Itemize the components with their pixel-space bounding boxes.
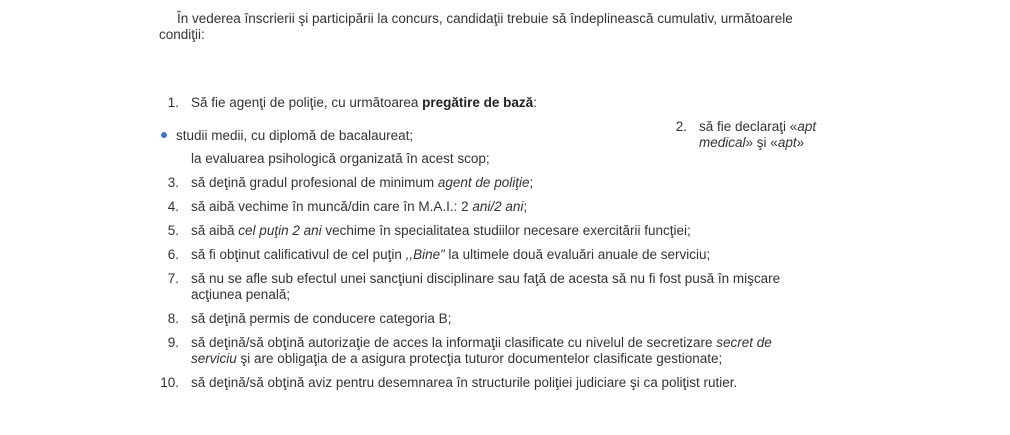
list-item-9: să deţină/să obţină autorizaţie de acces la informaţii clasificate cu nivelul de secretizare secret de serviciu şi are obligaţia de a asigura protecţia tuturor documentelor clasificate gestionate; — [191, 335, 772, 366]
item-number: 1. — [167, 95, 179, 110]
bullet-item: studii medii, cu diplomă de bacalaureat; — [176, 128, 414, 143]
item-number: 7. — [167, 271, 179, 286]
list-item-3: să deţină gradul profesional de minimum agent de poliţie; — [191, 175, 534, 190]
item-number: 10. — [160, 375, 179, 390]
bullet-icon — [161, 132, 167, 138]
item-number: 6. — [167, 247, 179, 262]
list-item-4: să aibă vechime în muncă/din care în M.A.I.: 2 ani/2 ani; — [191, 199, 528, 214]
list-item-6: să fi obţinut calificativul de cel puţin ,,Bine” la ultimele două evaluări anuale de serviciu; — [191, 247, 711, 262]
item-number: 2. — [675, 119, 687, 134]
item-number: 4. — [167, 199, 179, 214]
item-number: 9. — [167, 335, 179, 350]
item-number: 5. — [167, 223, 179, 238]
item-number: 3. — [167, 175, 179, 190]
list-item-2: să fie declaraţi «apt medical» şi «apt» — [699, 119, 817, 150]
intro-paragraph: În vederea înscrierii şi participării la concurs, candidaţii trebuie să îndeplinească cumulativ, următoarele condiţii: — [159, 11, 793, 42]
item-number: 8. — [167, 311, 179, 326]
continuation-text: la evaluarea psihologică organizată în acest scop; — [191, 151, 490, 166]
list-item-8: să deţină permis de conducere categoria B; — [191, 311, 452, 326]
list-item-7: să nu se afle sub efectul unei sancţiuni disciplinare sau faţă de acesta să nu fi fost pusă în mişcare acţiunea penală; — [191, 271, 781, 302]
list-item-10: să deţină/să obţină aviz pentru desemnarea în structurile poliţiei judiciare şi ca poliţist rutier. — [191, 375, 738, 390]
list-item-5: să aibă cel puţin 2 ani vechime în specialitatea studiilor necesare exercitării funcţiei; — [191, 223, 691, 238]
list-item-1: Să fie agenţi de poliţie, cu următoarea pregătire de bază: — [191, 95, 537, 110]
